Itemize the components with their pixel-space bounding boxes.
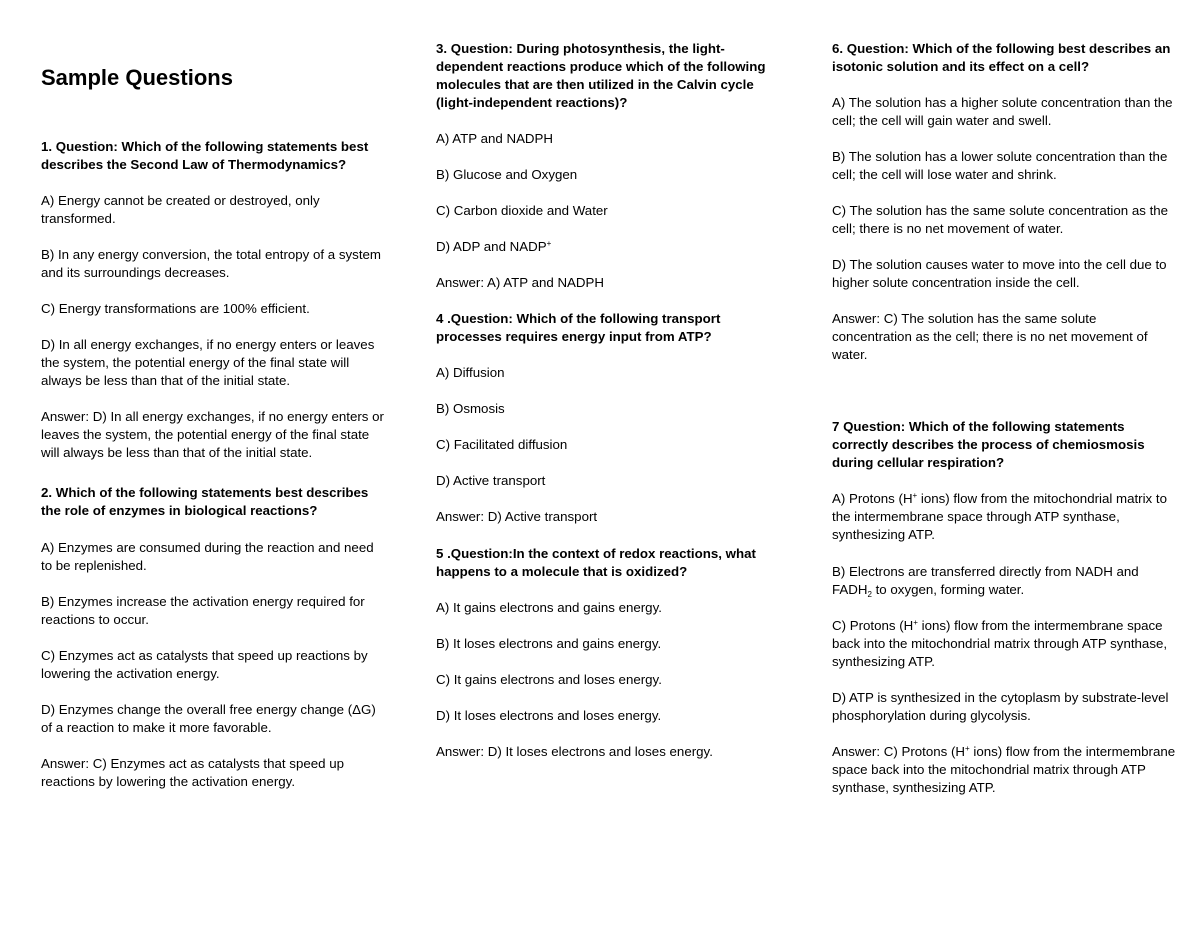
q1-option-a	[41, 192, 386, 228]
option-text: B) Enzymes increase the activation energy required for reactions to occur.	[41, 594, 365, 627]
option-text: D) The solution causes water to move into the cell due to higher solute concentration inside the cell.	[832, 257, 1167, 290]
q3-option-c	[436, 202, 781, 220]
question-7	[832, 418, 1177, 472]
option-text: C) It gains electrons and loses energy.	[436, 672, 662, 687]
q3-answer	[436, 274, 781, 292]
q5-option-a	[436, 599, 781, 617]
option-text: C) Enzymes act as catalysts that speed up reactions by lowering the activation energy.	[41, 648, 368, 681]
question-4	[436, 310, 781, 346]
q6-option-d	[832, 256, 1177, 292]
q7-option-a	[832, 490, 1177, 544]
text-part: ions) flow from the intermembrane space back into the mitochondrial matrix through ATP synthase, synthesizing ATP.	[832, 744, 1176, 795]
option-text: A) Enzymes are consumed during the reaction and need to be replenished.	[41, 540, 374, 573]
question-5-text: 5 .Question:In the context of redox reactions, what happens to a molecule that is oxidized?	[436, 546, 756, 579]
q4-option-d	[436, 472, 781, 490]
q1-option-b	[41, 246, 386, 282]
text-part: Answer: C) Protons (H	[832, 744, 966, 759]
q4-option-a	[436, 364, 781, 382]
option-text: D) Active transport	[436, 473, 546, 488]
text-part: ions) flow from the intermembrane space back into the mitochondrial matrix through ATP synthase, synthesizing ATP.	[832, 618, 1168, 669]
option-text: D) In all energy exchanges, if no energy enters or leaves the system, the potential energy of the final state will always be less than that of the initial state.	[41, 337, 375, 388]
option-text: D) ATP is synthesized in the cytoplasm by substrate-level phosphorylation during glycolysis.	[832, 690, 1169, 723]
q2-option-c	[41, 647, 386, 683]
option-text: A) It gains electrons and gains energy.	[436, 600, 662, 615]
text-part: ions) flow from the mitochondrial matrix to the intermembrane space through ATP synthase, synthesizing ATP.	[832, 491, 1167, 542]
question-3-text: 3. Question: During photosynthesis, the light-dependent reactions produce which of the following molecules that are then utilized in the Calvin cycle (light-independent reactions)?	[436, 41, 766, 110]
q4-option-c	[436, 436, 781, 454]
question-7-text: 7 Question: Which of the following statements correctly describes the process of chemiosmosis during cellular respiration?	[832, 419, 1145, 470]
q3-option-b	[436, 166, 781, 184]
q3-option-d	[436, 238, 781, 256]
option-text: B) The solution has a lower solute concentration than the cell; the cell will lose water and shrink.	[832, 149, 1168, 182]
option-text: C) Energy transformations are 100% efficient.	[41, 301, 310, 316]
option-text: A) Diffusion	[436, 365, 505, 380]
option-text: A) ATP and NADPH	[436, 131, 554, 146]
answer-text: Answer: C) Enzymes act as catalysts that speed up reactions by lowering the activation energy.	[41, 756, 345, 789]
question-4-text: 4 .Question: Which of the following transport processes requires energy input from ATP?	[436, 311, 721, 344]
q4-answer	[436, 508, 781, 526]
option-text: C) Facilitated diffusion	[436, 437, 568, 452]
option-text: A) The solution has a higher solute concentration than the cell; the cell will gain water and swell.	[832, 95, 1173, 128]
answer-text: Answer: D) Active transport	[436, 509, 598, 524]
subscript: 2	[867, 590, 872, 599]
option-text: C) The solution has the same solute concentration as the cell; there is no net movement of water.	[832, 203, 1169, 236]
q2-answer	[41, 755, 386, 791]
q1-answer	[41, 408, 386, 462]
question-3	[436, 40, 781, 112]
question-5	[436, 545, 781, 581]
q2-option-b	[41, 593, 386, 629]
question-6	[832, 40, 1177, 76]
option-text	[832, 617, 1177, 671]
answer-text	[832, 743, 1177, 797]
q6-option-a	[832, 94, 1177, 130]
superscript: +	[965, 744, 970, 753]
superscript: +	[913, 618, 918, 627]
q7-option-d	[832, 689, 1177, 725]
answer-text: Answer: D) It loses electrons and loses energy.	[436, 744, 713, 759]
answer-text: Answer: A) ATP and NADPH	[436, 275, 605, 290]
q6-answer	[832, 310, 1177, 364]
q7-option-c	[832, 617, 1177, 671]
q6-option-c	[832, 202, 1177, 238]
option-text: D) It loses electrons and loses energy.	[436, 708, 662, 723]
question-2	[41, 484, 386, 520]
option-text: B) It loses electrons and gains energy.	[436, 636, 662, 651]
q5-option-b	[436, 635, 781, 653]
q2-option-a	[41, 539, 386, 575]
q3-option-a	[436, 130, 781, 148]
answer-text: Answer: C) The solution has the same solute concentration as the cell; there is no net movement of water.	[832, 311, 1148, 362]
question-2-text: 2. Which of the following statements best describes the role of enzymes in biological reactions?	[41, 485, 369, 518]
q5-answer	[436, 743, 781, 761]
option-d-text: D) ADP and NADP	[436, 239, 547, 254]
option-text	[436, 238, 781, 256]
text-part: C) Protons (H	[832, 618, 914, 633]
text-part: to oxygen, forming water.	[871, 582, 1025, 597]
q4-option-b	[436, 400, 781, 418]
q7-answer	[832, 743, 1177, 797]
superscript: +	[912, 491, 918, 500]
q1-option-d	[41, 336, 386, 390]
option-text: B) In any energy conversion, the total entropy of a system and its surroundings decreases.	[41, 247, 381, 280]
question-1-text: 1. Question: Which of the following statements best describes the Second Law of Thermodynamics?	[41, 139, 369, 172]
superscript: +	[546, 239, 552, 248]
q7-option-b	[832, 563, 1177, 599]
option-text: A) Energy cannot be created or destroyed, only transformed.	[41, 193, 320, 226]
option-text: B) Osmosis	[436, 401, 505, 416]
option-text	[832, 490, 1177, 544]
question-6-text: 6. Question: Which of the following best describes an isotonic solution and its effect on a cell?	[832, 41, 1171, 74]
q1-option-c	[41, 300, 386, 318]
option-text: C) Carbon dioxide and Water	[436, 203, 608, 218]
text-part: A) Protons (H	[832, 491, 913, 506]
q5-option-c	[436, 671, 781, 689]
question-1	[41, 138, 386, 174]
option-text: B) Glucose and Oxygen	[436, 167, 578, 182]
q6-option-b	[832, 148, 1177, 184]
q2-option-d	[41, 701, 386, 737]
page-title: Sample Questions	[41, 65, 233, 90]
option-text	[832, 563, 1177, 599]
q5-option-d	[436, 707, 781, 725]
answer-text: Answer: D) In all energy exchanges, if no energy enters or leaves the system, the potential energy of the final state will always be less than that of the initial state.	[41, 409, 384, 460]
option-text: D) Enzymes change the overall free energy change (ΔG) of a reaction to make it more favorable.	[41, 702, 376, 735]
text-part: B) Electrons are transferred directly from NADH and FADH	[832, 564, 1139, 597]
